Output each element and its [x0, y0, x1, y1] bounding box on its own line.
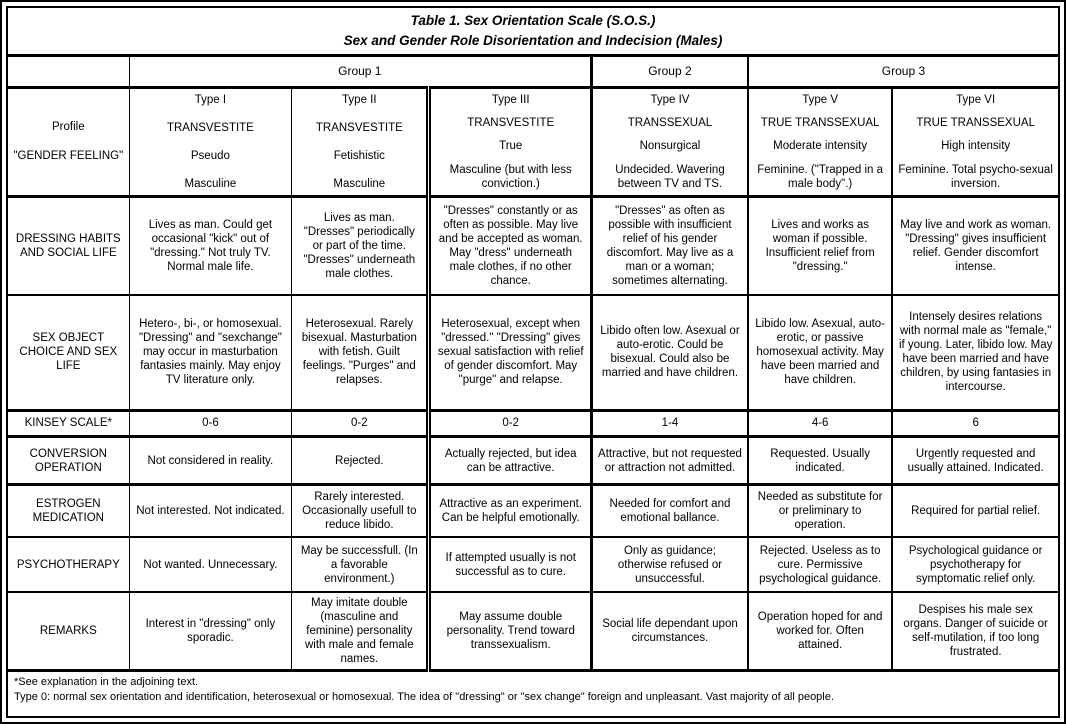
cell-conversion-type-1: Not considered in reality. — [129, 436, 292, 484]
cell-kinsey-type-1: 0-6 — [129, 410, 292, 436]
cell-psych-type-5: Rejected. Useless as to cure. Permissive psychological guidance. — [748, 537, 892, 591]
type-4-subtitle: Nonsurgical — [639, 140, 701, 153]
cell-remarks-type-3: May assume double personality. Trend toward transsexualism. — [429, 592, 592, 671]
cell-psych-type-4: Only as guidance; otherwise refused or unsuccessful. — [591, 537, 747, 591]
cell-estrogen-type-4: Needed for comfort and emotional ballance. — [591, 485, 747, 537]
footnote-cell — [7, 671, 1059, 717]
table-row-sex-object — [7, 295, 1059, 410]
profile-cell-type-3 — [429, 87, 592, 196]
footnote-row — [7, 671, 1059, 717]
cell-conversion-type-3: Actually rejected, but idea can be attractive. — [429, 436, 592, 484]
type-4-feeling: Undecided. Wavering between TV and TS. — [615, 163, 725, 190]
footnote-asterisk: *See explanation in the adjoining text. — [14, 676, 199, 689]
cell-dressing-type-2: Lives as man. "Dresses" periodically or part of the time. "Dresses" underneath male clothes. — [292, 196, 429, 295]
type-2-label: Type II — [342, 93, 377, 106]
cell-sexobj-type-4: Libido often low. Asexual or auto-erotic. Could be bisexual. Could also be married and have children. — [591, 295, 747, 410]
cell-remarks-type-2: May imitate double (masculine and feminine) personality with male and female names. — [292, 592, 429, 671]
profile-label-line1: Profile — [52, 121, 85, 134]
cell-remarks-type-5: Operation hoped for and worked for. Often attained. — [748, 592, 892, 671]
group-2-header: Group 2 — [591, 55, 747, 87]
cell-kinsey-type-4: 1-4 — [591, 410, 747, 436]
cell-psych-type-1: Not wanted. Unnecessary. — [129, 537, 292, 591]
profile-row — [7, 87, 1059, 196]
type-3-feeling: Masculine (but with less conviction.) — [449, 163, 572, 190]
footnote-type-0: Type 0: normal sex orientation and identification, heterosexual or homosexual. The idea of "dressing" or "sex change" foreign and unpleasant. Vast majority of all people. — [14, 690, 834, 703]
cell-conversion-type-4: Attractive, but not requested or attraction not admitted. — [591, 436, 747, 484]
cell-sexobj-type-6: Intensely desires relations with normal male as "female," if young. Later, libido low. May have been married and have children, by using fantasies in intercourse. — [892, 295, 1059, 410]
profile-cell-type-1 — [129, 87, 292, 196]
profile-cell-type-2 — [292, 87, 429, 196]
type-3-subtitle: True — [499, 140, 523, 153]
profile-cell-type-4 — [591, 87, 747, 196]
spacer — [13, 93, 124, 105]
row-label-dressing: DRESSING HABITS AND SOCIAL LIFE — [7, 196, 129, 295]
cell-sexobj-type-2: Heterosexual. Rarely bisexual. Masturbation with fetish. Guilt feelings. "Purges" and relapses. — [292, 295, 429, 410]
cell-sexobj-type-5: Libido low. Asexual, auto-erotic, or passive homosexual activity. May have been married and have children. — [748, 295, 892, 410]
table-title: Table 1. Sex Orientation Scale (S.O.S.) — [410, 13, 656, 29]
cell-kinsey-type-2: 0-2 — [292, 410, 429, 436]
cell-sexobj-type-3: Heterosexual, except when "dressed." "Dressing" gives sexual satisfaction with relief of gender discomfort. May "purge" and relapse. — [429, 295, 592, 410]
table-subtitle: Sex and Gender Role Disorientation and Indecision (Males) — [343, 32, 723, 48]
group-header-row — [7, 55, 1059, 87]
cell-conversion-type-2: Rejected. — [292, 436, 429, 484]
cell-sexobj-type-1: Hetero-, bi-, or homosexual. "Dressing" and "sexchange" may occur in masturbation fantasies mainly. May enjoy TV literature only. — [129, 295, 292, 410]
row-label-conversion: CONVERSION OPERATION — [7, 436, 129, 484]
group-row-empty-cell — [7, 55, 129, 87]
type-5-label: Type V — [802, 93, 839, 106]
title-row — [7, 7, 1059, 55]
type-1-subtitle: Pseudo — [190, 149, 230, 162]
cell-conversion-type-5: Requested. Usually indicated. — [748, 436, 892, 484]
cell-remarks-type-4: Social life dependant upon circumstances. — [591, 592, 747, 671]
cell-estrogen-type-6: Required for partial relief. — [892, 485, 1059, 537]
table-row-kinsey — [7, 410, 1059, 436]
row-label-psychotherapy: PSYCHOTHERAPY — [7, 537, 129, 591]
cell-psych-type-3: If attempted usually is not successful as to cure. — [429, 537, 592, 591]
table-row-remarks — [7, 592, 1059, 671]
type-3-name: TRANSVESTITE — [467, 117, 555, 130]
type-5-subtitle: Moderate intensity — [773, 140, 868, 153]
type-1-name: TRANSVESTITE — [166, 121, 254, 134]
group-3-header: Group 3 — [748, 55, 1059, 87]
cell-estrogen-type-1: Not interested. Not indicated. — [129, 485, 292, 537]
cell-dressing-type-6: May live and work as woman. "Dressing" gives insufficient relief. Gender discomfort intense. — [892, 196, 1059, 295]
row-label-sex-object: SEX OBJECT CHOICE AND SEX LIFE — [7, 295, 129, 410]
cell-kinsey-type-5: 4-6 — [748, 410, 892, 436]
cell-estrogen-type-5: Needed as substitute for or preliminary to operation. — [748, 485, 892, 537]
type-6-label: Type VI — [956, 93, 996, 106]
row-label-kinsey: KINSEY SCALE* — [7, 410, 129, 436]
type-2-feeling: Masculine — [333, 177, 386, 190]
type-2-subtitle: Fetishistic — [333, 149, 385, 162]
type-1-label: Type I — [194, 93, 227, 106]
type-2-name: TRANSVESTITE — [315, 121, 403, 134]
row-label-remarks: REMARKS — [7, 592, 129, 671]
cell-dressing-type-3: "Dresses" constantly or as often as possible. May live and be accepted as woman. May "dress" underneath male clothes, if no other chance. — [429, 196, 592, 295]
cell-psych-type-6: Psychological guidance or psychotherapy for symptomatic relief only. — [892, 537, 1059, 591]
cell-remarks-type-6: Despises his male sex organs. Danger of suicide or self-mutilation, if too long frustrated. — [892, 592, 1059, 671]
cell-psych-type-2: May be successfull. (In a favorable environment.) — [292, 537, 429, 591]
group-1-header: Group 1 — [129, 55, 591, 87]
type-6-feeling: Feminine. Total psycho-sexual inversion. — [898, 163, 1053, 190]
cell-dressing-type-1: Lives as man. Could get occasional "kick" out of "dressing." Not truly TV. Normal male life. — [129, 196, 292, 295]
type-6-name: TRUE TRANSSEXUAL — [916, 117, 1035, 130]
cell-conversion-type-6: Urgently requested and usually attained. Indicated. — [892, 436, 1059, 484]
cell-dressing-type-4: "Dresses" as often as possible with insufficient relief of his gender discomfort. May live as a man or a woman; sometimes alternating. — [591, 196, 747, 295]
type-4-name: TRANSSEXUAL — [627, 117, 713, 130]
spacer — [13, 179, 124, 191]
cell-remarks-type-1: Interest in "dressing" only sporadic. — [129, 592, 292, 671]
cell-kinsey-type-3: 0-2 — [429, 410, 592, 436]
cell-estrogen-type-2: Rarely interested. Occasionally usefull to reduce libido. — [292, 485, 429, 537]
type-5-name: TRUE TRANSSEXUAL — [760, 117, 880, 130]
table-row-psychotherapy — [7, 537, 1059, 591]
table-row-estrogen — [7, 485, 1059, 537]
profile-label-line2: "GENDER FEELING" — [13, 150, 124, 163]
type-5-feeling: Feminine. ("Trapped in a male body".) — [757, 163, 883, 190]
table-row-dressing — [7, 196, 1059, 295]
type-6-subtitle: High intensity — [941, 140, 1011, 153]
table-row-conversion — [7, 436, 1059, 484]
cell-kinsey-type-6: 6 — [892, 410, 1059, 436]
type-4-label: Type IV — [650, 93, 690, 106]
type-1-feeling: Masculine — [184, 177, 237, 190]
profile-row-label — [7, 87, 129, 196]
type-3-label: Type III — [491, 93, 530, 106]
cell-dressing-type-5: Lives and works as woman if possible. Insufficient relief from "dressing." — [748, 196, 892, 295]
title-cell — [7, 7, 1059, 55]
row-label-estrogen: ESTROGEN MEDICATION — [7, 485, 129, 537]
profile-cell-type-6 — [892, 87, 1059, 196]
cell-estrogen-type-3: Attractive as an experiment. Can be helpful emotionally. — [429, 485, 592, 537]
profile-cell-type-5 — [748, 87, 892, 196]
sos-table — [6, 6, 1060, 718]
